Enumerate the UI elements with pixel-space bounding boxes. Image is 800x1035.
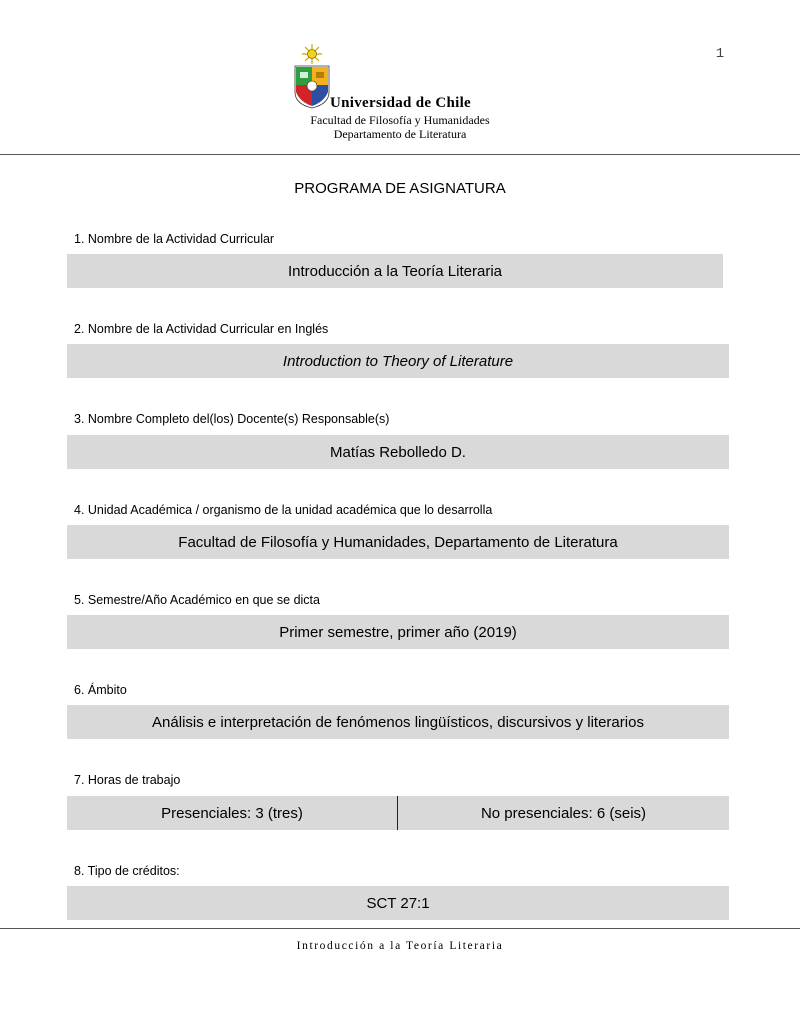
section-1-value: Introducción a la Teoría Literaria bbox=[67, 254, 723, 288]
section-7-hours-table bbox=[67, 796, 729, 830]
section-4-value: Facultad de Filosofía y Humanidades, Departamento de Literatura bbox=[67, 525, 729, 559]
section-5-label: 5. Semestre/Año Académico en que se dicta bbox=[74, 593, 320, 607]
hours-presenciales: Presenciales: 3 (tres) bbox=[67, 796, 398, 830]
section-5-value: Primer semestre, primer año (2019) bbox=[67, 615, 729, 649]
section-6-label: 6. Ámbito bbox=[74, 683, 127, 697]
department-name: Departamento de Literatura bbox=[333, 127, 467, 141]
section-8-label: 8. Tipo de créditos: bbox=[74, 864, 180, 878]
hours-no-presenciales: No presenciales: 6 (seis) bbox=[480, 804, 647, 822]
section-1-label: 1. Nombre de la Actividad Curricular bbox=[74, 232, 275, 246]
section-3-value: Matías Rebolledo D. bbox=[67, 435, 729, 469]
section-3-label: 3. Nombre Completo del(los) Docente(s) Responsable(s) bbox=[74, 412, 390, 426]
footer-course-title: Introducción a la Teoría Literaria bbox=[296, 940, 504, 952]
header-divider bbox=[0, 154, 800, 155]
section-8-value: SCT 27:1 bbox=[67, 886, 729, 920]
university-crest-logo bbox=[292, 42, 332, 110]
section-2-value: Introduction to Theory of Literature bbox=[67, 344, 729, 378]
page-number: 1 bbox=[715, 46, 725, 62]
university-name: Universidad de Chile bbox=[330, 95, 472, 111]
faculty-name: Facultad de Filosofía y Humanidades bbox=[310, 113, 490, 127]
section-6-value: Análisis e interpretación de fenómenos lingüísticos, discursivos y literarios bbox=[67, 705, 729, 739]
section-7-label: 7. Horas de trabajo bbox=[74, 773, 181, 787]
page-title: PROGRAMA DE ASIGNATURA bbox=[294, 180, 506, 197]
footer-divider bbox=[0, 928, 800, 929]
section-4-label: 4. Unidad Académica / organismo de la unidad académica que lo desarrolla bbox=[74, 503, 493, 517]
section-2-label: 2. Nombre de la Actividad Curricular en Inglés bbox=[74, 322, 329, 336]
